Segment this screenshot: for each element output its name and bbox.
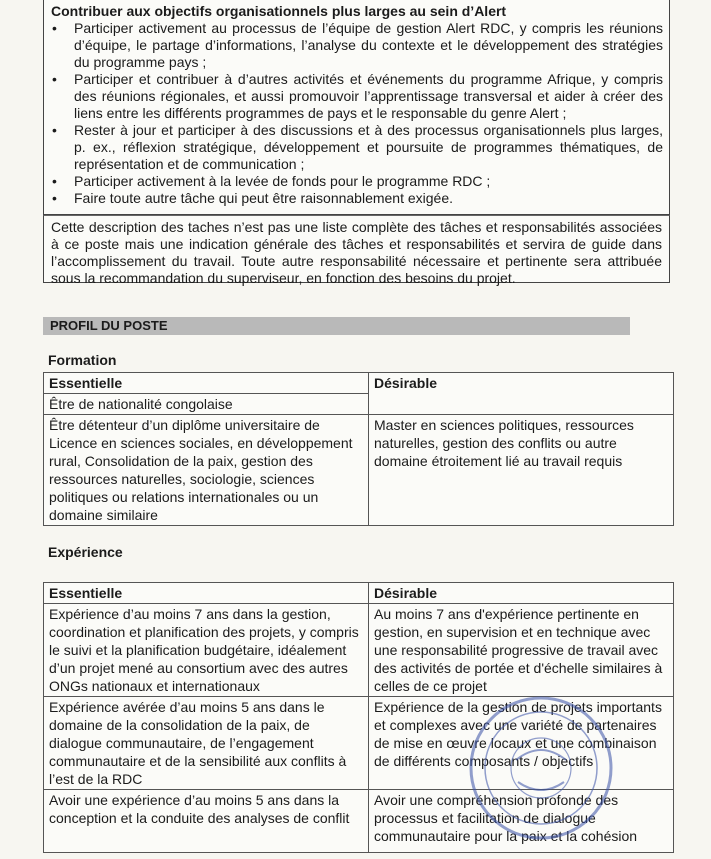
list-item: • Participer et contribuer à d’autres activités et événements du programme Afrique, y compris des réunions régionales, et aussi promouvoir l’apprentissage transversal et aider à créer des liens entre les différents programmes de pays et le responsable du genre Alert ; [44,71,669,122]
experience-table [43,582,674,853]
list-item: • Participer activement à la levée de fonds pour le programme RDC ; [44,173,669,190]
table-cell: Expérience avérée d’au moins 5 ans dans le domaine de la consolidation de la paix, de dialogue communautaire, de l’engagement communautaire et de la sensibilité aux conflits à l’est de la RDC [44,697,369,790]
table-cell: Au moins 7 ans d'expérience pertinente en gestion, en supervision et en technique avec une responsabilité progressive de travail avec des activités de portée et d'échelle similaires à celles de ce projet [369,604,674,697]
list-item: • Faire toute autre tâche qui peut être raisonnablement exigée. [44,190,669,207]
experience-heading: Expérience [48,544,123,560]
table-cell: Avoir une expérience d’au moins 5 ans dans la conception et la conduite des analyses de conflit [44,790,369,853]
column-header-desirable: Désirable [369,583,674,604]
formation-table [43,372,674,526]
table-cell: Expérience d’au moins 7 ans dans la gestion, coordination et planification des projets, y compris le suivi et la planification budgétaire, idéalement d’un projet mené au consortium avec des autres ONGs nationaux et internationaux [44,604,369,697]
table-row [44,415,674,526]
list-item: • Participer activement au processus de l’équipe de gestion Alert RDC, y compris les réunions d’équipe, le partage d’informations, l’analyse du contexte et le développement des stratégies du programme pays ; [44,20,669,71]
table-cell: Expérience de la gestion de projets importants et complexes avec une variété de partenaires de mise en œuvre locaux et une combinaison de différents composants / objectifs [369,697,674,790]
table-row [44,583,674,604]
tasks-list [44,20,669,207]
table-row [44,697,674,790]
formation-heading: Formation [48,352,117,368]
section-title: PROFIL DU POSTE [50,318,168,333]
column-header-desirable: Désirable [369,373,674,415]
tasks-note: Cette description des taches n’est pas une liste complète des tâches et responsabilités associées à ce poste mais une indication générale des tâches et responsabilités et servira de guide dans l’accomplissement du travail. Toute autre responsabilité nécessaire et pertinente sera attribuée sous la recommandation du superviseur, en fonction des besoins du projet. [51,219,662,286]
table-row [44,604,674,697]
table-cell: Avoir une compréhension profonde des processus et facilitation de dialogue communautaire pour la paix et la cohésion [369,790,674,853]
tasks-box [43,0,670,215]
table-cell: Master en sciences politiques, ressources naturelles, gestion des conflits ou autre domaine étroitement lié au travail requis [369,415,674,526]
table-cell: Être de nationalité congolaise [44,394,369,415]
tasks-heading: Contribuer aux objectifs organisationnels plus larges au sein d’Alert [51,3,507,19]
table-row [44,373,674,394]
tasks-note-box [43,215,670,286]
list-item: • Rester à jour et participer à des discussions et à des processus organisationnels plus larges, p. ex., réflexion stratégique, développement et poursuite de programmes thématiques, de représentation et de communication ; [44,122,669,173]
table-cell: Être détenteur d’un diplôme universitaire de Licence en sciences sociales, en développement rural, Consolidation de la paix, gestion des ressources naturelles, sociologie, sciences politiques ou relations internationales ou un domaine similaire [44,415,369,526]
column-header-essential: Essentielle [44,373,369,394]
table-row [44,790,674,853]
section-header [43,317,630,335]
column-header-essential: Essentielle [44,583,369,604]
